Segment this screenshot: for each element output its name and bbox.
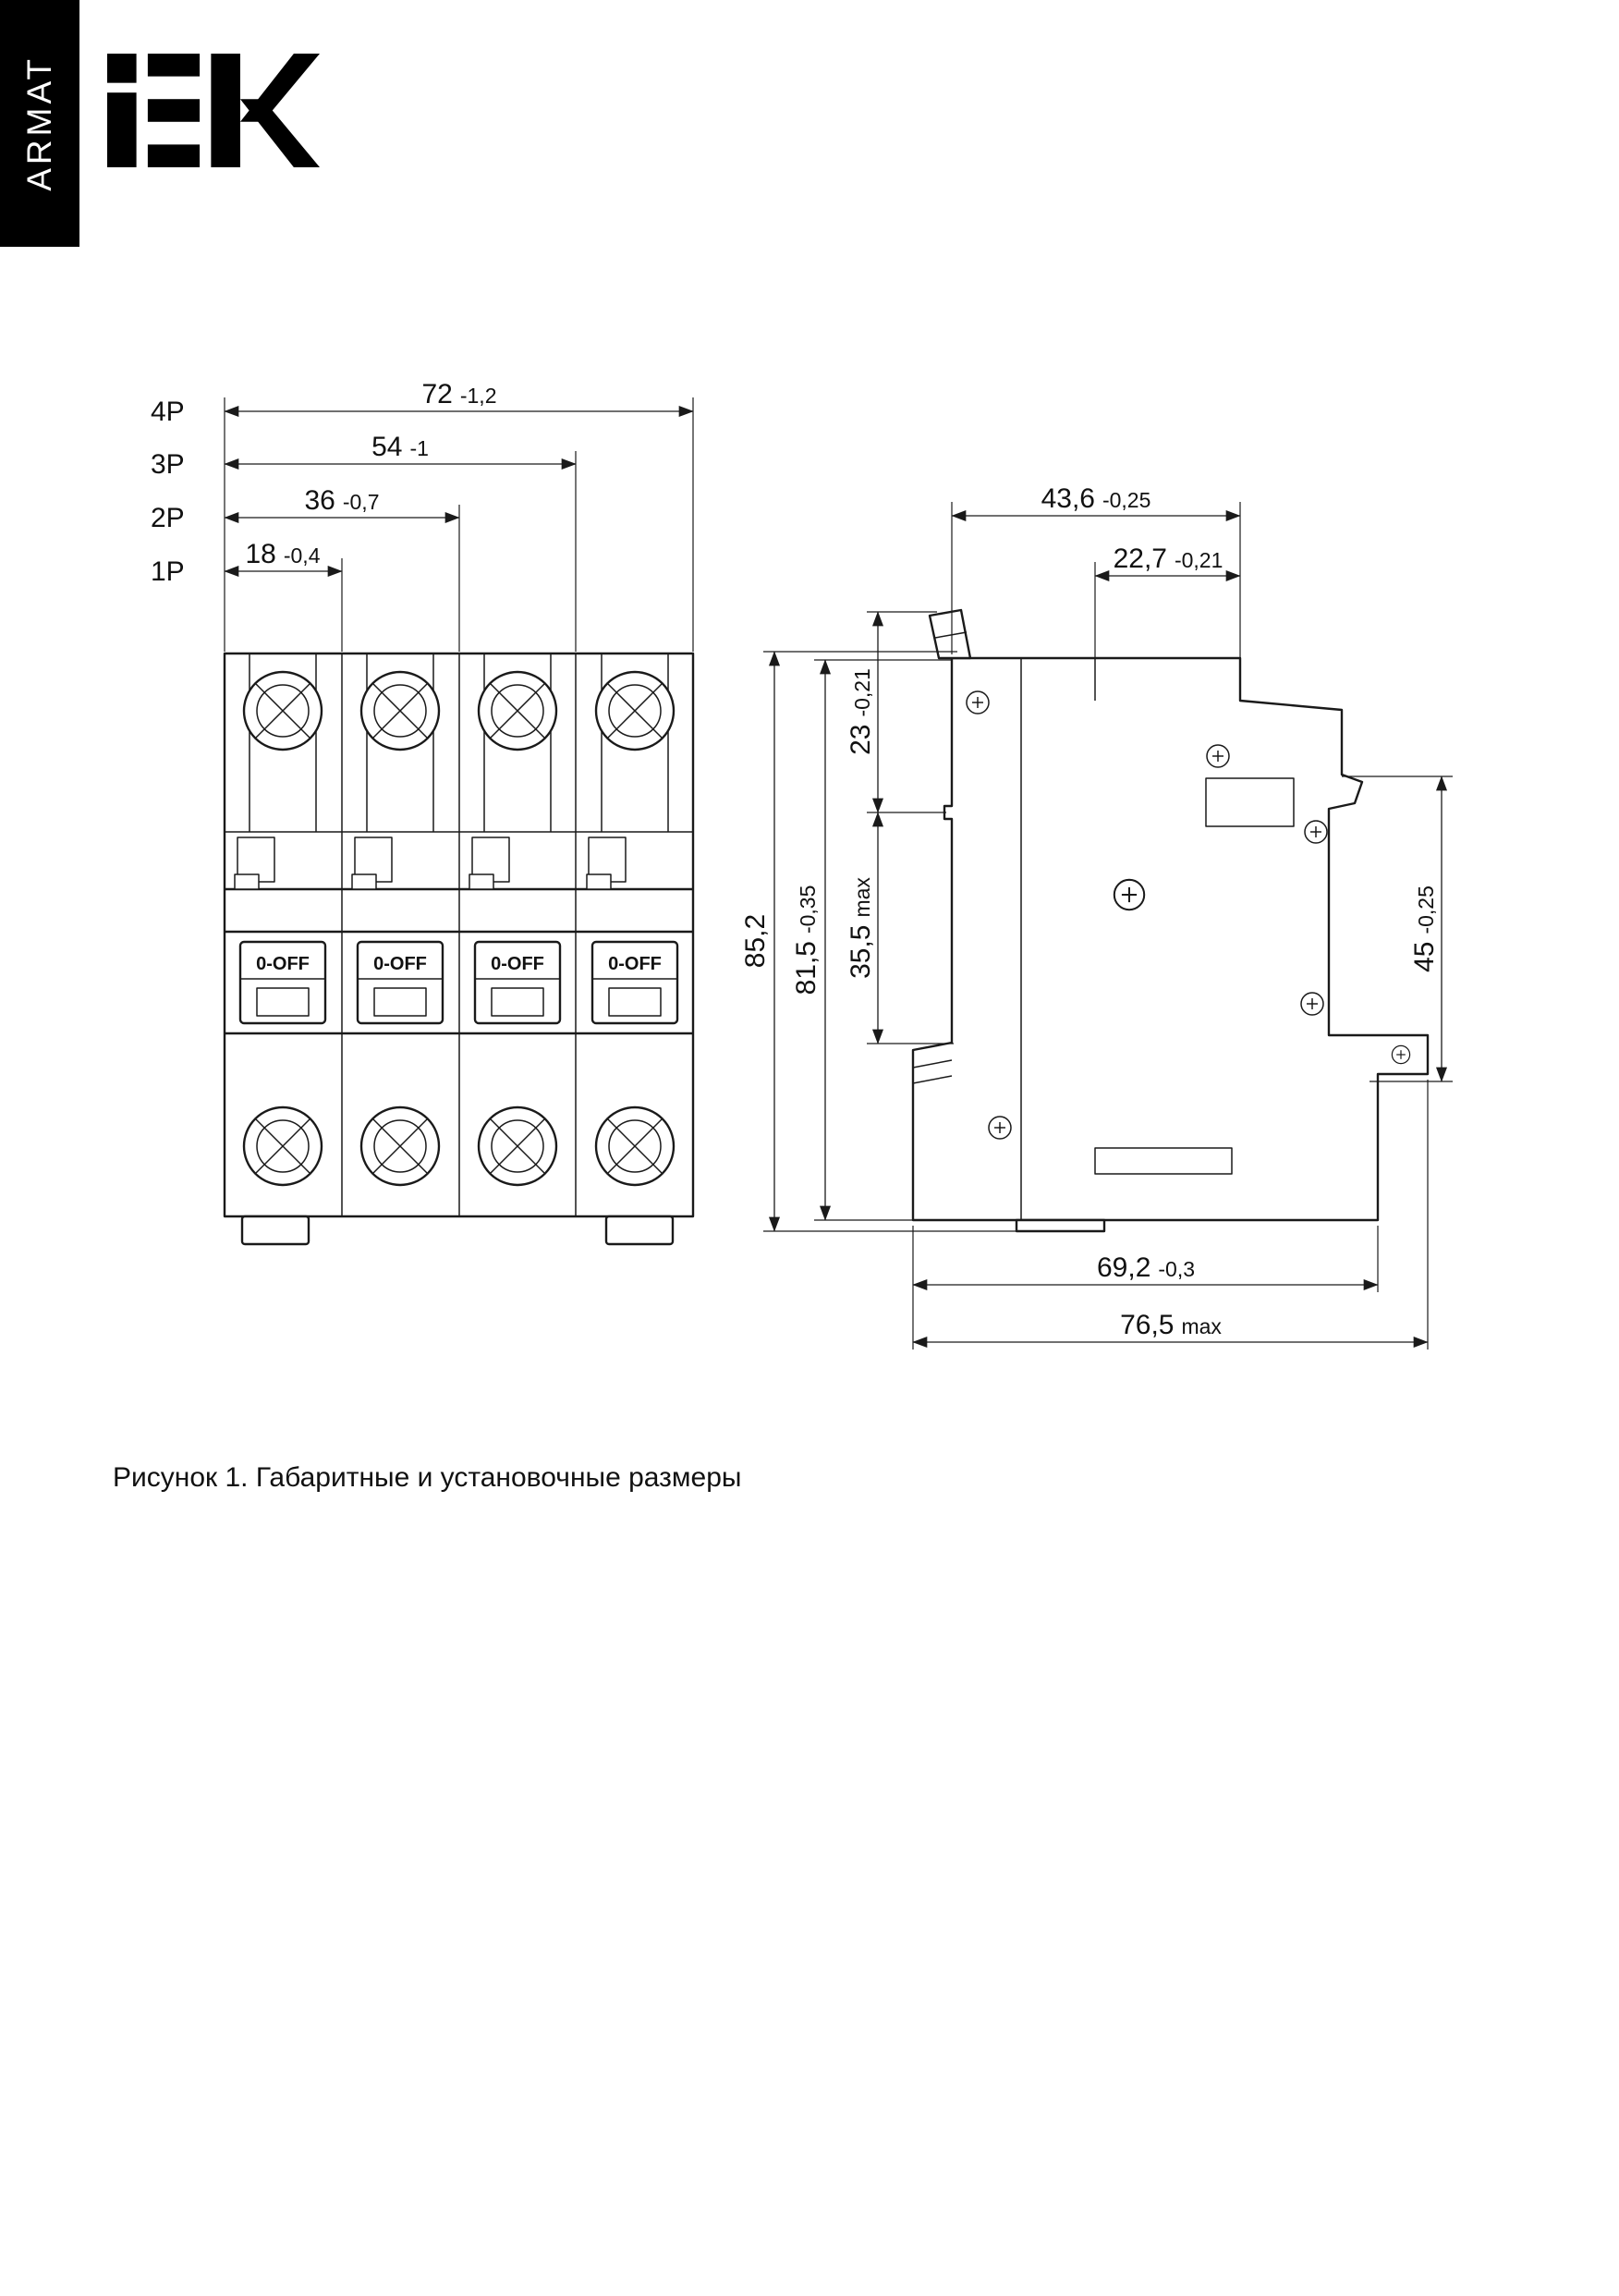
rivet [989,1117,1011,1139]
side-toggle [930,610,970,658]
side-view [913,610,1428,1231]
front-view [225,653,693,1244]
pole-label-4p: 4P [151,397,185,427]
pole-label-1p: 1P [151,556,185,587]
dim-bottom-depth [913,1252,1378,1285]
latch-spring [1392,1045,1409,1063]
screw-terminal [361,1107,439,1185]
dim-4p [151,379,693,427]
dim-total-height-label: 85,2 [740,913,771,969]
breaker-toggle [475,942,560,1023]
dim-depth-top [952,483,1240,516]
screw-terminal [244,672,322,750]
dim-total-height [740,652,774,1231]
screw-terminal [479,672,556,750]
breaker-toggle [240,942,325,1023]
series-label: ARMAT [20,55,58,191]
breaker-toggle [592,942,677,1023]
screw-terminal [244,1107,322,1185]
dim-3p [151,432,576,480]
dim-depth-top-label: 43,6 -0,25 [1041,483,1151,514]
breaker-toggle [358,942,443,1023]
rivet [1301,993,1323,1015]
dim-front-lower-height [846,812,878,1044]
dim-front-upper-height [846,612,878,812]
front-view-dimensions [151,379,693,652]
dim-1p-label: 18 -0,4 [245,539,321,569]
dim-3p-label: 54 -1 [371,432,429,462]
dim-max-depth [913,1310,1428,1342]
dim-front-upper-height-label: 23-0,21 [846,668,876,755]
dim-rail-height-label: 45-0,25 [1409,885,1440,972]
dim-2p [151,485,459,533]
dim-body-height [791,660,825,1220]
dim-2p-label: 36 -0,7 [304,485,380,516]
screw-terminal [361,672,439,750]
dim-bottom-depth-label: 69,2 -0,3 [1096,1252,1196,1283]
dim-body-height-label: 81,5-0,35 [791,885,822,995]
rivet [1305,821,1327,843]
dim-depth-rear-top [1095,543,1240,576]
rivet [1114,880,1144,910]
figure-caption: Рисунок 1. Габаритные и установочные размеры [113,1462,742,1493]
screw-terminal [596,1107,674,1185]
dim-front-lower-height-label: 35,5max [846,877,876,979]
dim-max-depth-label: 76,5 max [1120,1310,1222,1340]
pole-label-2p: 2P [151,503,185,533]
rivet [967,691,989,714]
screw-terminal [596,672,674,750]
rivet [1207,745,1229,767]
dim-4p-label: 72 -1,2 [421,379,497,409]
pole-label-3p: 3P [151,449,185,480]
dim-depth-rear-top-label: 22,7 -0,21 [1113,543,1223,574]
screw-terminal [479,1107,556,1185]
dim-1p [151,539,342,587]
